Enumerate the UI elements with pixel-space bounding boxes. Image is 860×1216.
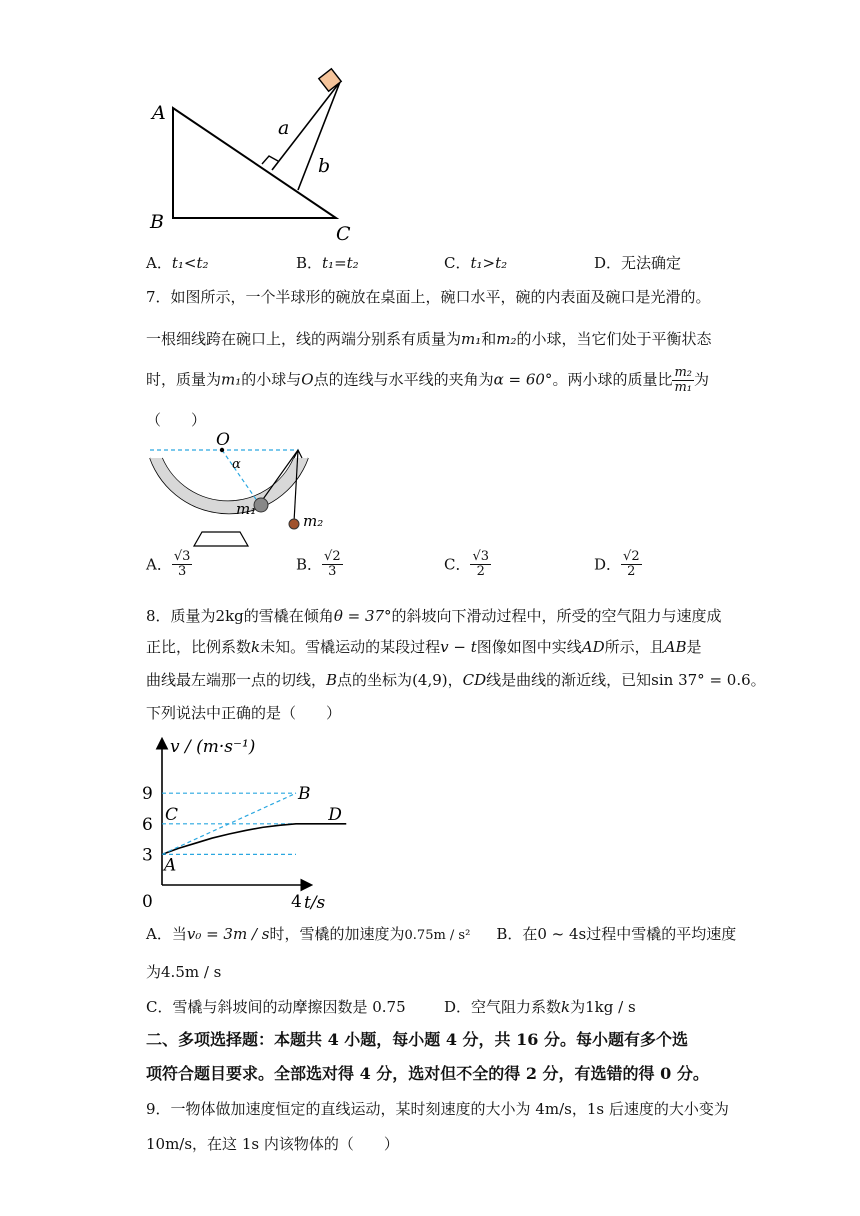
fig-alpha-label: α (232, 457, 241, 472)
q6-option-c: C．t₁>t₂ (444, 254, 508, 272)
q8-line-2: 正比，比例系数k未知。雪橇运动的某段过程v − t图像如图中实线AD所示，且AB是 (146, 638, 702, 656)
vertex-a-label: A (152, 102, 166, 124)
fig-o-label: O (216, 430, 230, 450)
radius-dashed-line (222, 450, 260, 505)
vt-chart (140, 730, 340, 912)
right-angle-mark (262, 156, 278, 164)
q7-option-a: A． $\frac{√3}{3}$ (146, 549, 191, 579)
bowl-rim-fill (150, 458, 308, 513)
x-tick-0: 0 (142, 892, 153, 912)
q7-option-c: C． $\frac{√3}{2}$ (444, 549, 490, 579)
y-tick-3: 3 (142, 845, 153, 866)
fig-m2-label: m₂ (303, 512, 324, 530)
incline-triangle (173, 108, 336, 218)
q7-line-1: 7．如图所示，一个半球形的碗放在桌面上，碗口水平，碗的内表面及碗口是光滑的。 (146, 288, 711, 306)
point-b-label: B (298, 784, 311, 805)
ball-m2 (289, 519, 299, 529)
point-a-label: A (164, 855, 177, 876)
velocity-curve-ad (162, 824, 346, 855)
point-d-label: D (328, 804, 342, 825)
q6-option-d: D．无法确定 (594, 254, 682, 272)
q8-option-b-cont: 为4.5m / s (146, 963, 222, 981)
q8-option-d: D．空气阻力系数k为1kg / s (444, 998, 636, 1016)
bowl-figure (140, 432, 350, 552)
q6-option-b: B．t₁=t₂ (296, 254, 359, 272)
q8-line-1: 8．质量为2kg的雪橇在倾角θ = 37°的斜坡向下滑动过程中，所受的空气阻力与速度成 (146, 607, 722, 625)
q8-option-a-b: A．当v₀ = 3m / s时，雪橇的加速度为0.75m / s² B．在0 ~ 4s过程中雪橇的平均速度 (146, 925, 737, 943)
q8-option-c: C．雪橇与斜坡间的动摩擦因数是 0.75 (146, 998, 406, 1016)
q7-line-3: 时，质量为m₁的小球与O点的连线与水平线的夹角为α = 60°。两小球的质量比 $\frac{\text{m₂}}{\text{m₁}}$ 为 (146, 365, 710, 395)
q7-option-b: B． $\frac{√2}{3}$ (296, 549, 341, 579)
vertex-c-label: C (336, 223, 351, 245)
q8-line-3: 曲线最左端那一点的切线，B点的坐标为(4,9)，CD线是曲线的渐近线，已知sin 37° = 0.6。 (146, 671, 766, 689)
mass-ratio-fraction: $\frac{\text{m₂}}{\text{m₁}}$ (674, 365, 692, 395)
vertex-b-label: B (150, 211, 164, 233)
line-a-label: a (278, 117, 290, 139)
fig-m1-label: m₁ (236, 500, 257, 518)
q6-option-a: A．t₁<t₂ (146, 254, 209, 272)
x-axis-label: t/s (304, 893, 326, 913)
q7-line-2: 一根细线跨在碗口上，线的两端分别系有质量为m₁和m₂的小球，当它们处于平衡状态 (146, 330, 712, 348)
section2-line-2: 项符合题目要求。全部选对得 4 分，选对但不全的得 2 分，有选错的得 0 分。 (146, 1064, 709, 1083)
q9-line-2: 10m/s，在这 1s 内该物体的（ ） (146, 1135, 399, 1153)
section2-line-1: 二、多项选择题：本题共 4 小题，每小题 4 分，共 16 分。每小题有多个选 (146, 1030, 688, 1049)
q8-line-4: 下列说法中正确的是（ ） (146, 704, 342, 722)
x-tick-4: 4 (291, 892, 302, 912)
y-tick-6: 6 (142, 814, 153, 835)
bowl-base (194, 532, 248, 546)
q7-paren: （ ） (146, 411, 207, 429)
point-c-label: C (165, 804, 179, 825)
q7-option-d: D． $\frac{√2}{2}$ (594, 549, 640, 579)
q9-line-1: 9．一物体做加速度恒定的直线运动，某时刻速度的大小为 4m/s，1s 后速度的大小变为 (146, 1100, 729, 1118)
y-axis-label: v / (m·s⁻¹) (170, 737, 256, 757)
line-b-label: b (318, 155, 331, 177)
y-tick-9: 9 (142, 784, 153, 805)
incline-figure (140, 60, 370, 250)
